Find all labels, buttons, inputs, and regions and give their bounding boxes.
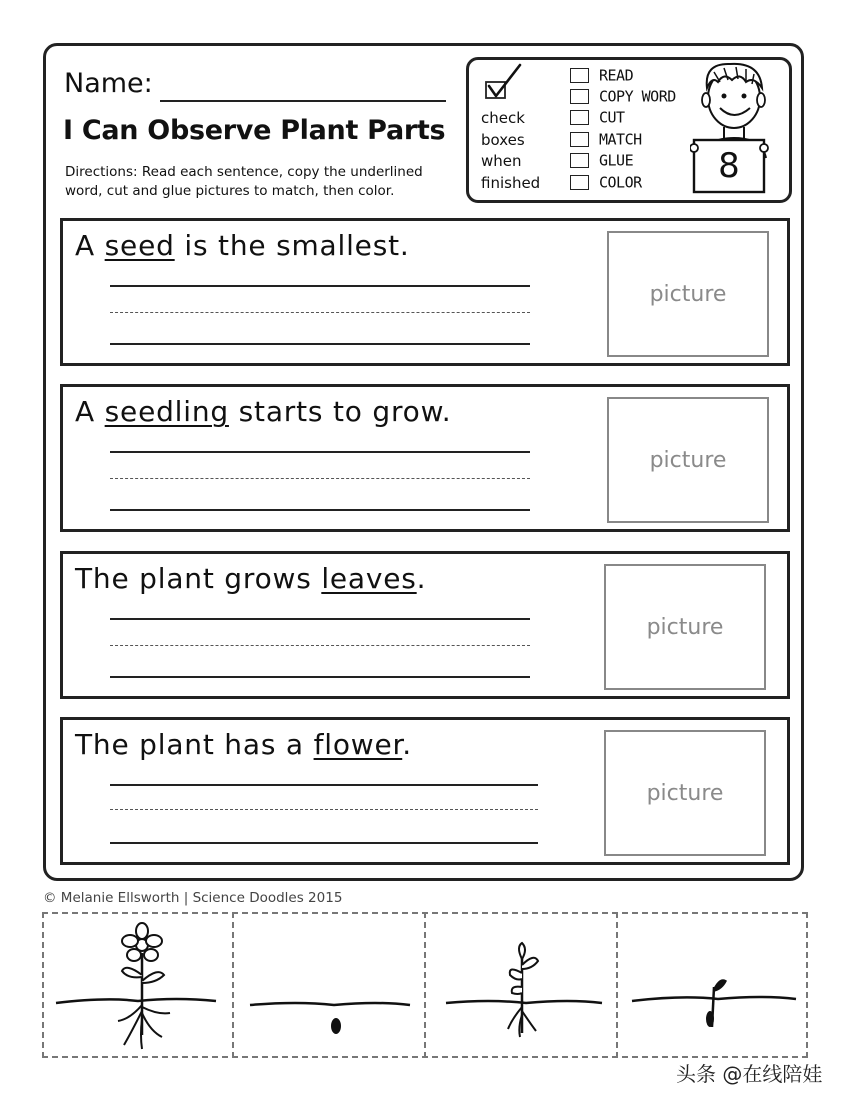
writing-midline <box>110 478 530 479</box>
check-note-line: boxes <box>481 130 525 149</box>
task-color[interactable] <box>570 173 642 191</box>
sentence-text <box>75 728 412 761</box>
flower-plant-picture[interactable] <box>46 915 231 1055</box>
check-note-line: when <box>481 152 522 170</box>
check-note-line: check <box>481 109 525 127</box>
seed-picture[interactable] <box>238 915 423 1055</box>
sentence-before: The plant has a <box>75 728 314 761</box>
task-label: CUT <box>599 108 625 127</box>
writing-midline <box>110 809 538 810</box>
writing-line[interactable] <box>110 842 538 844</box>
copyright-text: © Melanie Ellsworth | Science Doodles 2015 <box>43 890 343 906</box>
vocab-word: flower <box>313 728 403 761</box>
vocab-word: seed <box>104 229 175 262</box>
cut-line <box>232 912 234 1058</box>
name-write-line[interactable] <box>160 100 446 102</box>
checkbox[interactable] <box>570 68 589 83</box>
writing-line[interactable] <box>110 451 530 453</box>
sentence-after: is the smallest. <box>174 229 410 262</box>
task-read[interactable] <box>570 66 633 84</box>
task-copy-word[interactable] <box>570 87 676 105</box>
writing-line[interactable] <box>110 676 530 678</box>
task-cut[interactable] <box>570 108 625 126</box>
directions-text: Directions: Read each sentence, copy the underlined word, cut and glue pictures to match, then color. <box>65 164 423 199</box>
checkbox[interactable] <box>570 89 589 104</box>
cut-line <box>616 912 618 1058</box>
picture-drop-box[interactable]: picture <box>604 564 766 690</box>
sentence-card <box>60 551 790 699</box>
picture-drop-box[interactable]: picture <box>607 231 769 357</box>
vocab-word: leaves <box>321 562 417 595</box>
sentence-card <box>60 384 790 532</box>
sentence-text <box>75 395 451 428</box>
check-note-line: finished <box>481 173 541 192</box>
sentence-after: . <box>416 562 427 595</box>
picture-drop-box[interactable]: picture <box>607 397 769 523</box>
writing-line[interactable] <box>110 784 538 786</box>
task-label: COLOR <box>599 173 642 192</box>
writing-line[interactable] <box>110 285 530 287</box>
watermark-text: 头条 @在线陪娃 <box>676 1062 823 1086</box>
sentence-text <box>75 229 410 262</box>
sentence-card <box>60 218 790 366</box>
sentence-text <box>75 562 426 595</box>
task-label: GLUE <box>599 151 634 170</box>
checkmark-icon <box>484 62 524 102</box>
sentence-before: The plant grows <box>75 562 322 595</box>
leafy-plant-picture[interactable] <box>430 915 615 1055</box>
checkbox[interactable] <box>570 110 589 125</box>
sentence-after: starts to grow. <box>228 395 452 428</box>
vocab-word: seedling <box>104 395 229 428</box>
name-label: Name: <box>64 68 153 99</box>
cut-line <box>424 912 426 1058</box>
task-label: COPY WORD <box>599 87 676 106</box>
checkbox[interactable] <box>570 175 589 190</box>
task-label: MATCH <box>599 130 642 149</box>
checkbox[interactable] <box>570 132 589 147</box>
checkbox[interactable] <box>570 153 589 168</box>
writing-midline <box>110 312 530 313</box>
writing-line[interactable] <box>110 618 530 620</box>
sentence-before: A <box>75 395 105 428</box>
writing-line[interactable] <box>110 509 530 511</box>
picture-drop-box[interactable]: picture <box>604 730 766 856</box>
task-label: READ <box>599 66 634 85</box>
writing-midline <box>110 645 530 646</box>
worksheet-number: 8 <box>718 146 740 186</box>
check-note <box>481 108 540 194</box>
sentence-before: A <box>75 229 105 262</box>
worksheet-title: I Can Observe Plant Parts <box>63 115 446 146</box>
sentence-after: . <box>402 728 412 761</box>
sentence-card <box>60 717 790 865</box>
task-match[interactable] <box>570 130 642 148</box>
seedling-picture[interactable] <box>622 915 807 1055</box>
task-glue[interactable] <box>570 151 633 169</box>
writing-line[interactable] <box>110 343 530 345</box>
